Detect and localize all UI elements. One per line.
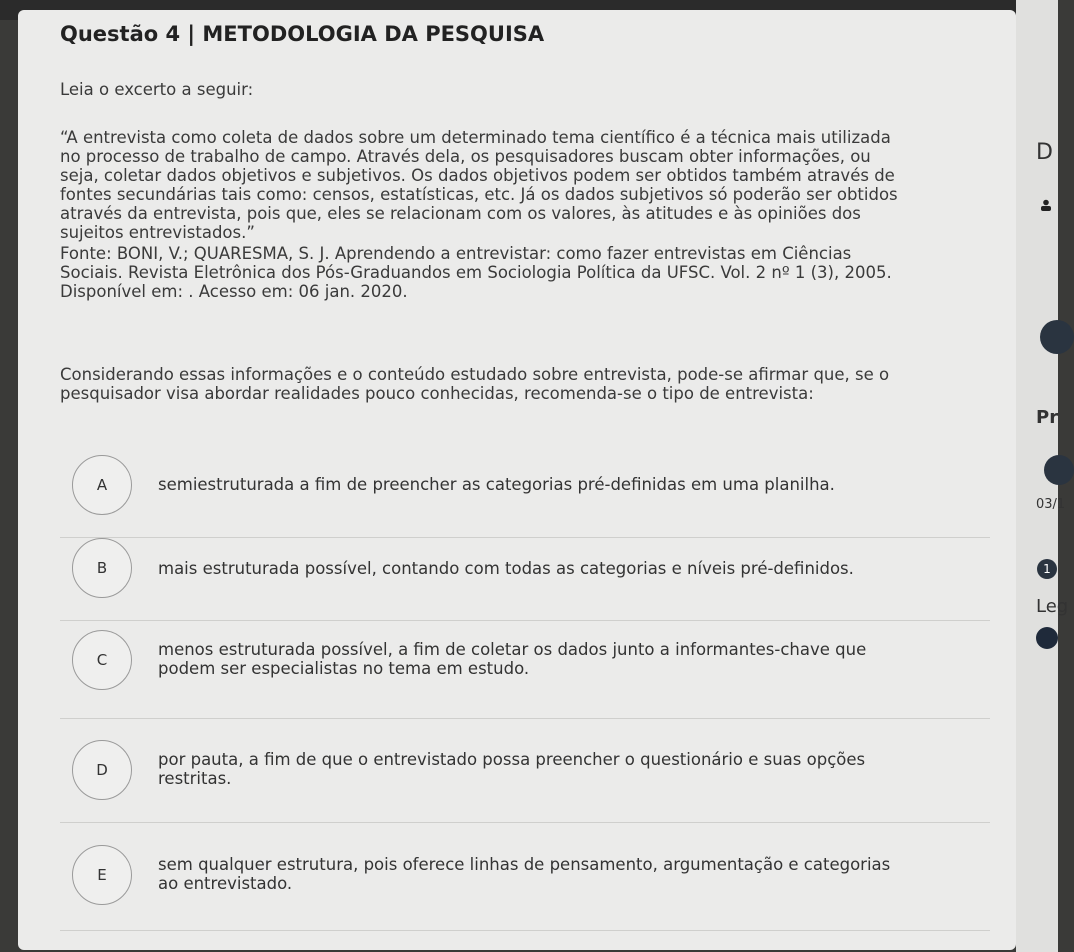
excerpt-line: fontes secundárias tais como: censos, estatísticas, etc. Já os dados subjetivos só poderão ser obtidos bbox=[60, 185, 898, 204]
option-e[interactable] bbox=[60, 845, 990, 907]
excerpt-line: no processo de trabalho de campo. Através dela, os pesquisadores buscam obter informações, ou bbox=[60, 147, 871, 166]
divider bbox=[60, 822, 990, 823]
side-item-pr[interactable]: Pr bbox=[1036, 407, 1059, 428]
side-item-leg[interactable]: Leg bbox=[1036, 596, 1069, 617]
side-dot bbox=[1036, 627, 1058, 649]
excerpt-line: seja, coletar dados objetivos e subjetivos. Os dados objetivos podem ser obtidos também através de bbox=[60, 166, 895, 185]
option-text: por pauta, a fim de que o entrevistado possa preencher o questionário e suas opções bbox=[158, 750, 866, 769]
user-icon bbox=[1040, 196, 1052, 208]
option-text: menos estruturada possível, a fim de coletar os dados junto a informantes-chave que bbox=[158, 640, 867, 659]
option-text: podem ser especialistas no tema em estudo. bbox=[158, 659, 530, 678]
option-text: mais estruturada possível, contando com todas as categorias e níveis pré-definidos. bbox=[158, 559, 854, 578]
option-c[interactable] bbox=[60, 630, 990, 692]
divider bbox=[60, 620, 990, 621]
source-line: Fonte: BONI, V.; QUARESMA, S. J. Aprendendo a entrevistar: como fazer entrevistas em Ciências bbox=[60, 244, 852, 263]
prompt-line: Considerando essas informações e o conteúdo estudado sobre entrevista, pode-se afirmar que, se o bbox=[60, 365, 890, 384]
source-line: Disponível em: . Acesso em: 06 jan. 2020. bbox=[60, 282, 408, 301]
side-item-d[interactable]: D bbox=[1036, 140, 1053, 165]
option-d[interactable] bbox=[60, 740, 990, 802]
option-letter-circle[interactable]: B bbox=[72, 538, 132, 598]
excerpt-line: sujeitos entrevistados.” bbox=[60, 223, 255, 242]
excerpt-line: “A entrevista como coleta de dados sobre um determinado tema científico é a técnica mais utilizada bbox=[60, 128, 891, 147]
option-text: restritas. bbox=[158, 769, 232, 788]
option-text: ao entrevistado. bbox=[158, 874, 293, 893]
option-a[interactable] bbox=[60, 455, 990, 517]
side-badge: 1 bbox=[1037, 559, 1057, 579]
option-text: semiestruturada a fim de preencher as categorias pré-definidas em uma planilha. bbox=[158, 475, 835, 494]
question-title: Questão 4 | METODOLOGIA DA PESQUISA bbox=[60, 22, 545, 46]
divider bbox=[60, 718, 990, 719]
side-date: 03/1 bbox=[1036, 497, 1066, 512]
option-b[interactable] bbox=[60, 538, 990, 600]
side-dot bbox=[1044, 455, 1074, 485]
option-text: sem qualquer estrutura, pois oferece linhas de pensamento, argumentação e categorias bbox=[158, 855, 891, 874]
option-letter-circle[interactable]: C bbox=[72, 630, 132, 690]
intro-text: Leia o excerto a seguir: bbox=[60, 80, 254, 99]
option-letter-circle[interactable]: E bbox=[72, 845, 132, 905]
divider bbox=[60, 930, 990, 931]
excerpt-line: através da entrevista, pois que, eles se relacionam com os valores, às atitudes e às opiniões dos bbox=[60, 204, 861, 223]
side-dot bbox=[1040, 320, 1074, 354]
prompt-line: pesquisador visa abordar realidades pouco conhecidas, recomenda-se o tipo de entrevista: bbox=[60, 384, 814, 403]
option-letter-circle[interactable]: D bbox=[72, 740, 132, 800]
option-letter-circle[interactable]: A bbox=[72, 455, 132, 515]
source-line: Sociais. Revista Eletrônica dos Pós-Graduandos em Sociologia Política da UFSC. Vol. 2 nº 1 (3), 2005. bbox=[60, 263, 892, 282]
